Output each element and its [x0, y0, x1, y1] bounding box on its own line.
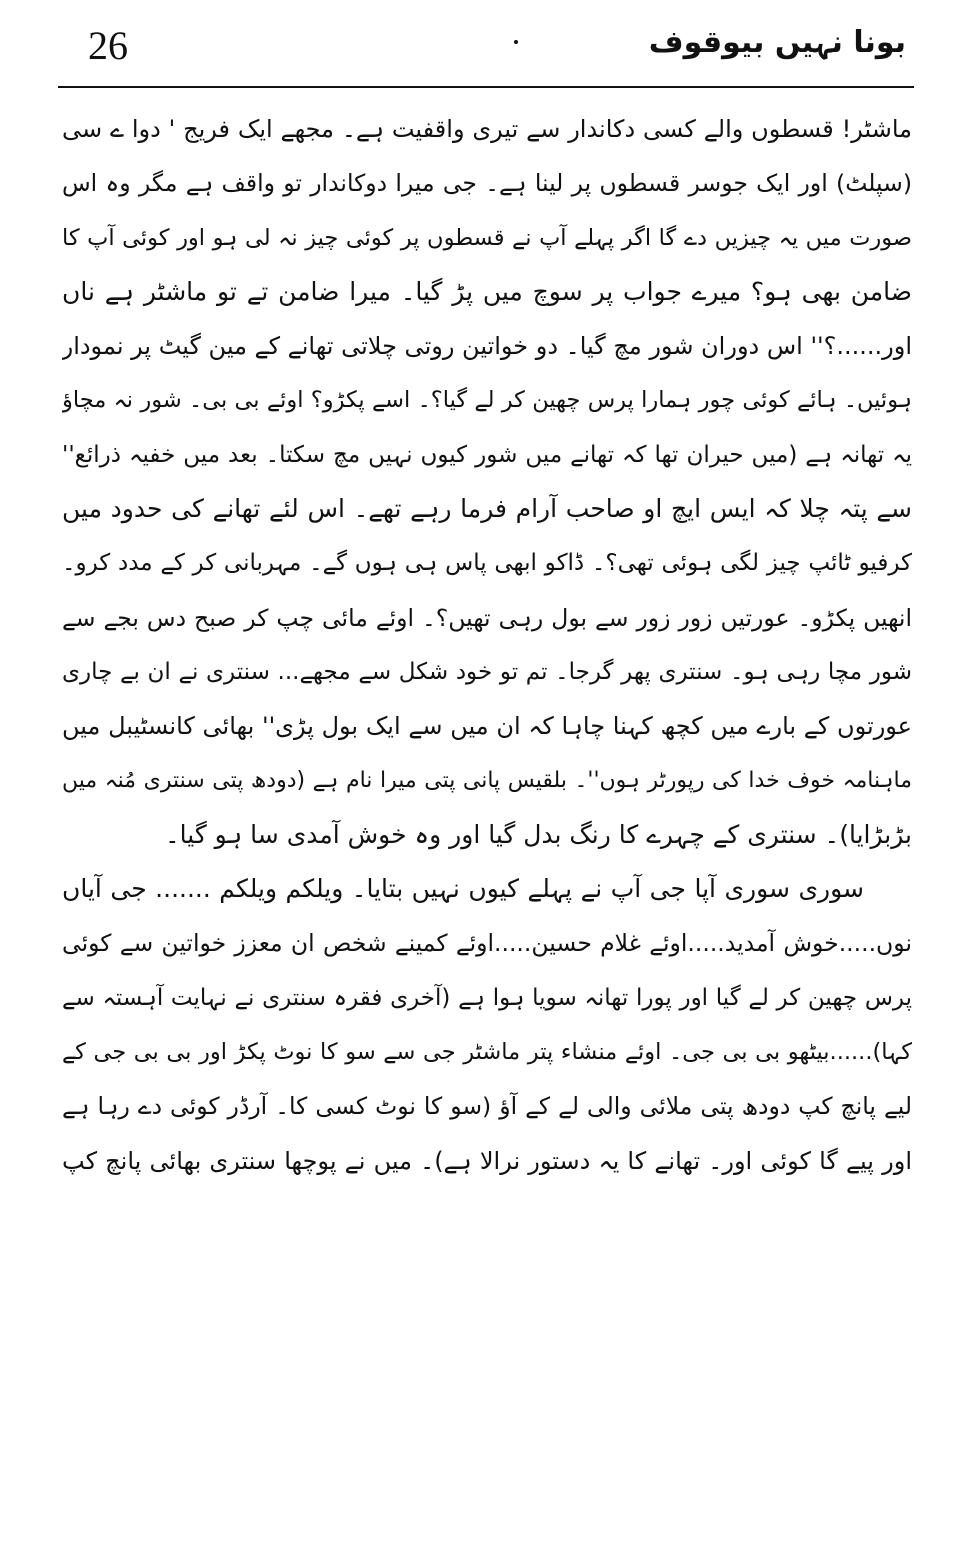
text-line: ماشٹر! قسطوں والے کسی دکاندار سے تیری واقفیت ہے۔ مجھے ایک فریج ' دوا ے سی — [62, 115, 912, 143]
text-line: کرفیو ٹائپ چیز لگی ہوئی تھی؟۔ ڈاکو ابھی پاس ہی ہوں گے۔ مہربانی کر کے مدد کرو۔ — [62, 550, 912, 577]
text-line: اور......؟'' اس دوران شور مچ گیا۔ دو خواتین روتی چلاتی تھانے کے مین گیٹ پر نمودار — [62, 332, 912, 361]
text-line: اور پیے گا کوئی اور۔ تھانے کا یہ دستور نرالا ہے)۔ میں نے پوچھا سنتری بھائی پانچ کپ — [62, 1146, 912, 1175]
text-line: لیے پانچ کپ دودھ پتی ملائی والی لے کے آؤ (سو کا نوٹ کسی کا۔ آرڈر کوئی دے رہا ہے — [62, 1092, 912, 1121]
text-line: ہوئیں۔ ہائے کوئی چور ہمارا پرس چھین کر لے گیا؟۔ اسے پکڑو؟ اوئے بی بی۔ شور نہ مچاؤ — [62, 387, 912, 414]
running-title: بونا نہیں بیوقوف — [648, 25, 906, 60]
text-line: صورت میں یہ چیزیں دے گا اگر پہلے آپ نے قسطوں پر کوئی چیز نہ لی ہو اور کوئی آپ کا — [62, 224, 912, 251]
text-line: بڑبڑایا)۔ سنتری کے چہرے کا رنگ بدل گیا اور وہ خوش آمدی سا ہو گیا۔ — [165, 819, 912, 849]
text-line: انھیں پکڑو۔ عورتیں زور زور سے بول رہی تھیں؟۔ اوئے مائی چپ کر صبح دس بجے سے — [62, 603, 912, 632]
text-line: (سپلٹ) اور ایک جوسر قسطوں پر لینا ہے۔ جی میرا دوکاندار تو واقف ہے مگر وہ اس — [62, 169, 912, 198]
text-line: نوں.....خوش آمدید.....اوئے غلام حسین.....اوئے کمینے شخص ان معزز خواتین سے کوئی — [62, 929, 912, 958]
text-line: یہ تھانہ ہے (میں حیران تھا کہ تھانے میں شور کیوں نہیں مچ سکتا۔ بعد میں خفیہ ذرائع'' — [62, 441, 912, 468]
text-line: عورتوں کے بارے میں کچھ کہنا چاہا کہ ان میں سے ایک بول پڑی'' بھائی کانسٹیبل میں — [62, 712, 912, 741]
body-text — [62, 102, 912, 1188]
text-line: سوری سوری آپا جی آپ نے پہلے کیوں نہیں بتایا۔ ویلکم ویلکم ....... جی آیاں — [62, 874, 864, 904]
text-line: ضامن بھی ہو؟ میرے جواب پر سوچ میں پڑ گیا۔ میرا ضامن تے تو ماشٹر ہے ناں — [62, 276, 912, 306]
text-line: پرس چھین کر لے گیا اور پورا تھانہ سویا ہوا ہے (آخری فقرہ سنتری نے نہایت آہستہ سے — [62, 984, 912, 1011]
text-line: کہا)......بیٹھو بی بی جی۔ اوئے منشاء پتر ماشٹر جی سے سو کا نوٹ پکڑ اور بی بی جی کے — [62, 1039, 912, 1066]
text-line: ماہنامہ خوف خدا کی رپورٹر ہوں''۔ بلقیس پانی پتی میرا نام ہے (دودھ پتی سنتری مُنہ میں — [62, 767, 912, 793]
page-number: 26 — [88, 23, 128, 68]
header-rule — [58, 86, 914, 88]
text-line: شور مچا رہی ہو۔ سنتری پھر گرجا۔ تم تو خود شکل سے مجھے... سنتری نے ان بے چاری — [62, 658, 912, 685]
text-line: سے پتہ چلا کہ ایس ایچ او صاحب آرام فرما رہے تھے۔ اس لئے تھانے کی حدود میں — [62, 494, 912, 524]
header-dot — [514, 40, 518, 44]
